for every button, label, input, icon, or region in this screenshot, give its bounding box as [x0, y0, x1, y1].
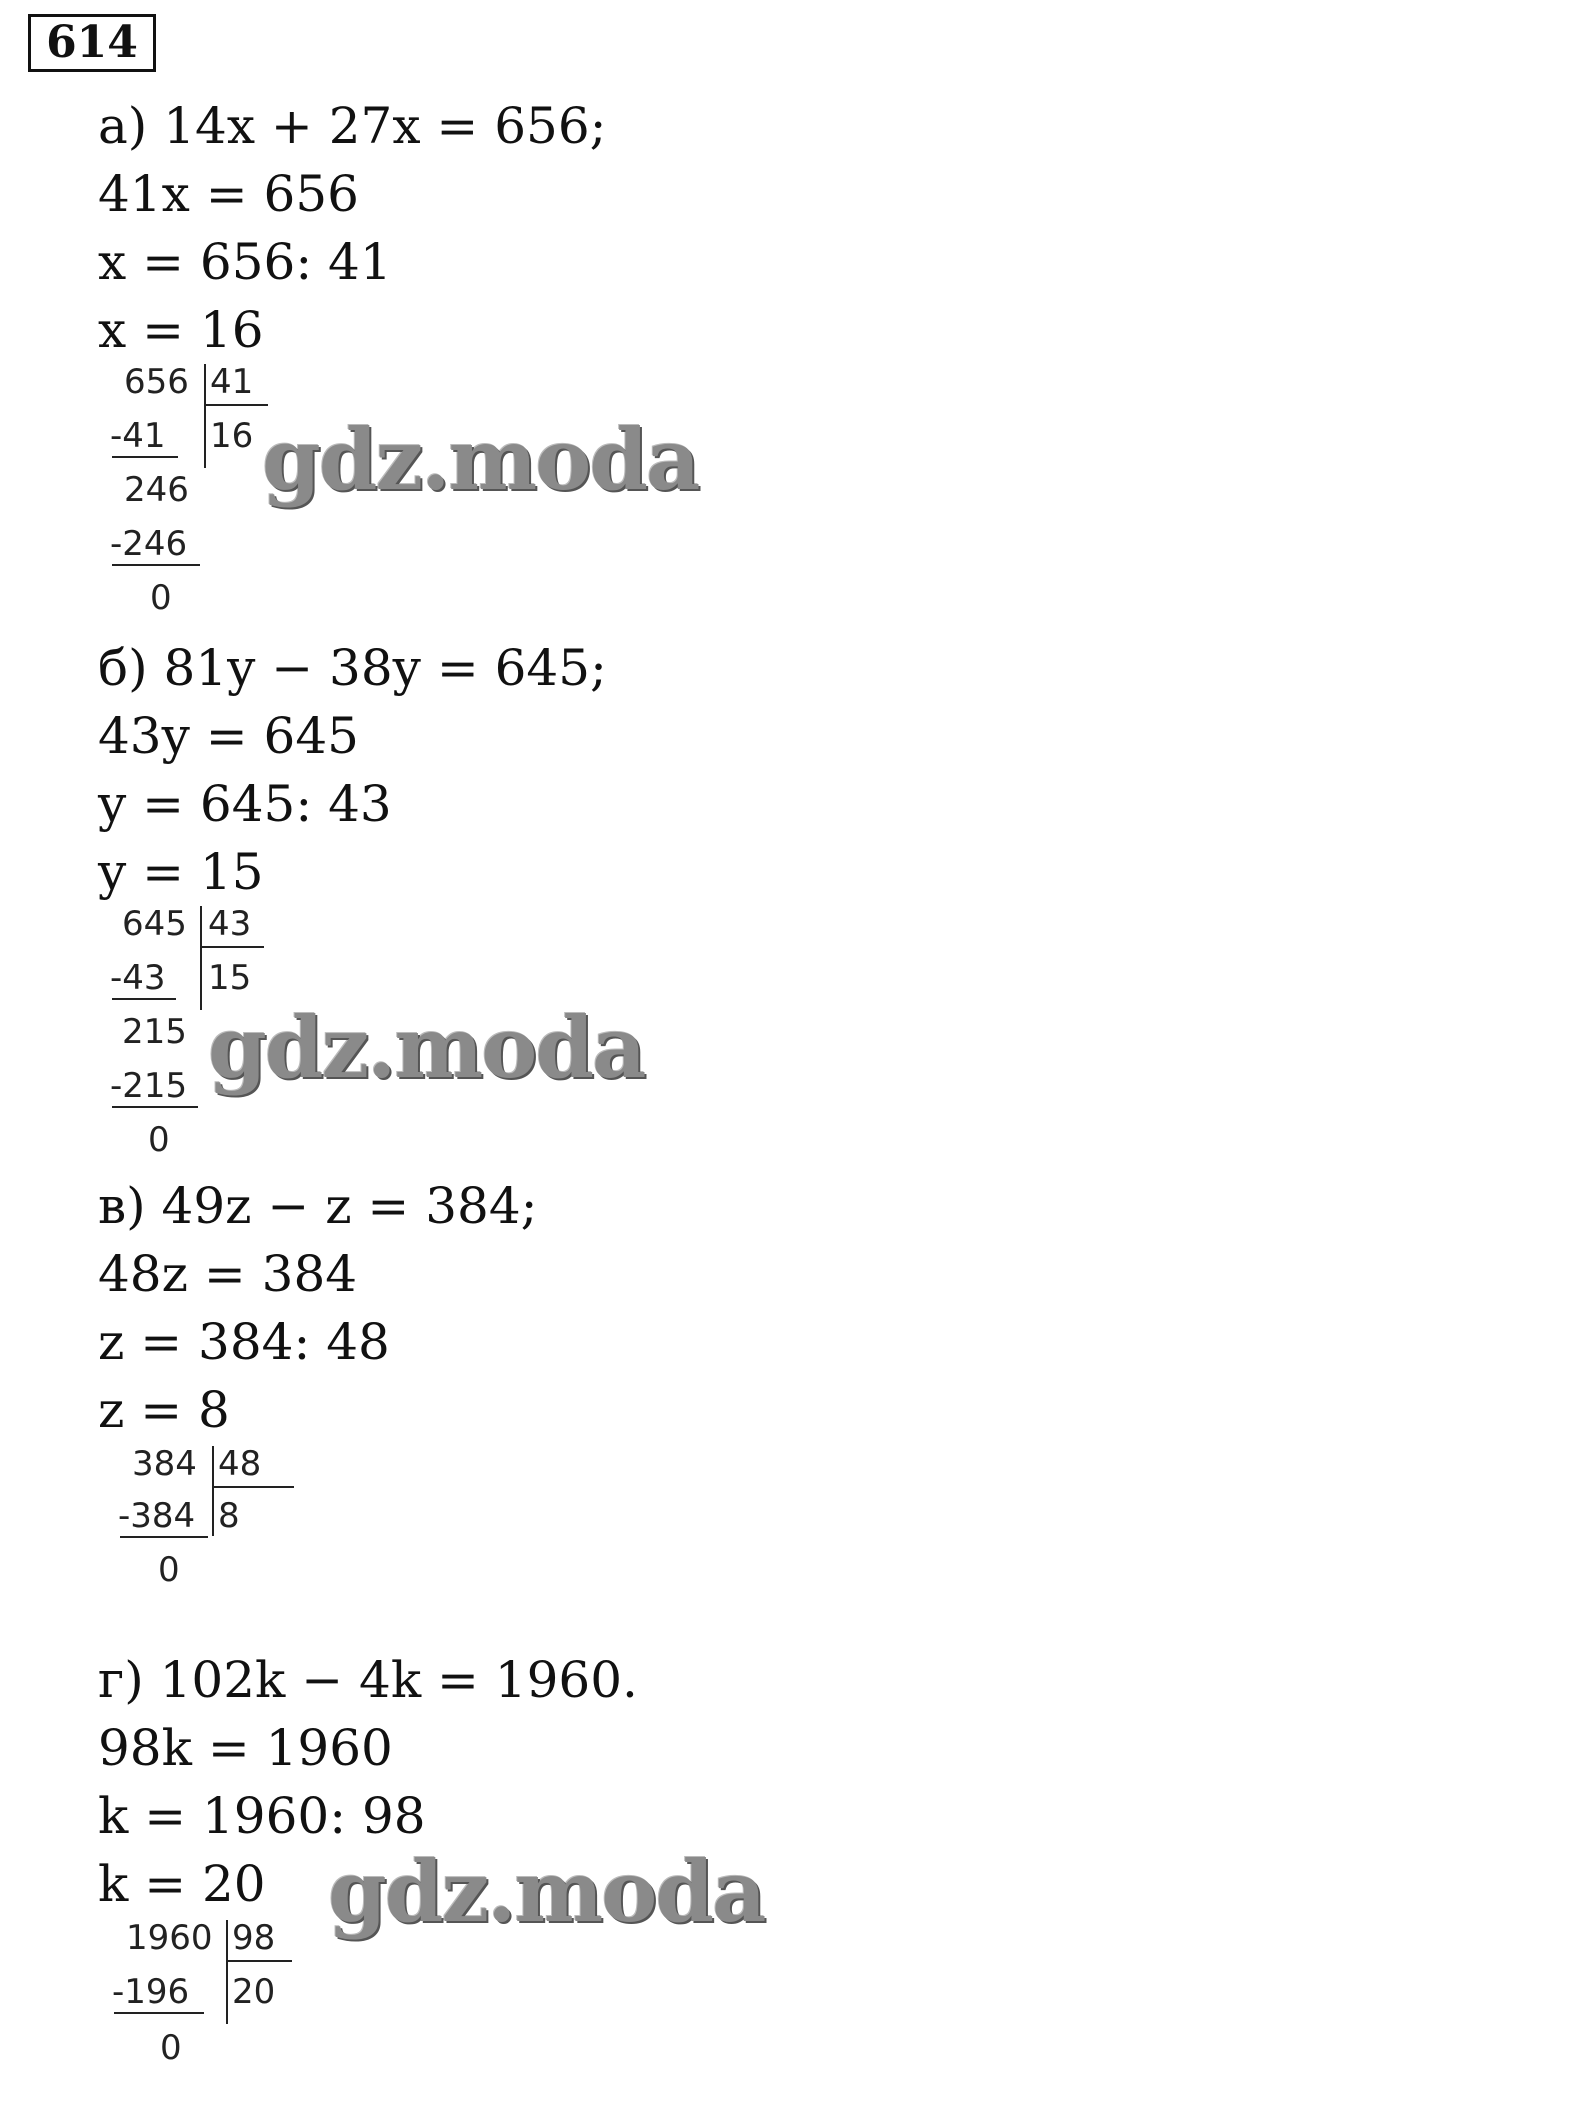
- division-vertical-line: [204, 364, 206, 468]
- part-d-line-1: г) 102k − 4k = 1960.: [98, 1651, 638, 1709]
- divisor: 41: [210, 362, 254, 402]
- subtrahend-1: -43: [110, 958, 166, 998]
- dividend: 1960: [126, 1918, 213, 1958]
- subtrahend-2: -215: [110, 1066, 188, 1106]
- division-horizontal-line: [204, 404, 268, 406]
- subtrahend-1: -384: [118, 1496, 196, 1536]
- quotient: 20: [232, 1972, 276, 2012]
- subtrahend-1: -41: [110, 416, 166, 456]
- part-d-line-2: 98k = 1960: [98, 1719, 393, 1777]
- exercise-number: 614: [28, 14, 156, 72]
- part-a-line-1: а) 14x + 27x = 656;: [98, 97, 607, 155]
- quotient: 16: [210, 416, 254, 456]
- watermark: gdz.moda: [208, 998, 645, 1097]
- part-b-line-3: y = 645: 43: [98, 775, 392, 833]
- part-c-line-4: z = 8: [98, 1381, 230, 1439]
- part-a-line-2: 41x = 656: [98, 165, 359, 223]
- underline-2: [112, 1106, 198, 1108]
- dividend: 384: [132, 1444, 197, 1484]
- final-remainder: 0: [158, 1550, 180, 1590]
- division-horizontal-line: [212, 1486, 294, 1488]
- part-d-line-3: k = 1960: 98: [98, 1787, 426, 1845]
- underline-1: [112, 998, 176, 1000]
- division-horizontal-line: [226, 1960, 292, 1962]
- final-remainder: 0: [148, 1120, 170, 1160]
- part-b-line-1: б) 81y − 38y = 645;: [98, 639, 607, 697]
- quotient: 8: [218, 1496, 240, 1536]
- remainder-1: 215: [122, 1012, 187, 1052]
- quotient: 15: [208, 958, 252, 998]
- underline-1: [112, 456, 178, 458]
- dividend: 645: [122, 904, 187, 944]
- remainder-1: 246: [124, 470, 189, 510]
- underline-1: [114, 2012, 204, 2014]
- watermark: gdz.moda: [328, 1842, 765, 1941]
- division-vertical-line: [226, 1920, 228, 2024]
- final-remainder: 0: [160, 2028, 182, 2068]
- subtrahend-2: -246: [110, 524, 188, 564]
- part-b-line-2: 43y = 645: [98, 707, 359, 765]
- part-c-line-3: z = 384: 48: [98, 1313, 390, 1371]
- divisor: 48: [218, 1444, 262, 1484]
- final-remainder: 0: [150, 578, 172, 618]
- subtrahend-1: -196: [112, 1972, 190, 2012]
- part-a-line-4: x = 16: [98, 301, 264, 359]
- underline-2: [112, 564, 200, 566]
- watermark: gdz.moda: [262, 410, 699, 509]
- part-b-line-4: y = 15: [98, 843, 264, 901]
- division-vertical-line: [200, 906, 202, 1010]
- divisor: 98: [232, 1918, 276, 1958]
- division-horizontal-line: [200, 946, 264, 948]
- divisor: 43: [208, 904, 252, 944]
- division-vertical-line: [212, 1446, 214, 1536]
- dividend: 656: [124, 362, 189, 402]
- part-c-line-2: 48z = 384: [98, 1245, 358, 1303]
- underline-1: [120, 1536, 208, 1538]
- part-a-line-3: x = 656: 41: [98, 233, 392, 291]
- part-d-line-4: k = 20: [98, 1855, 266, 1913]
- part-c-line-1: в) 49z − z = 384;: [98, 1177, 538, 1235]
